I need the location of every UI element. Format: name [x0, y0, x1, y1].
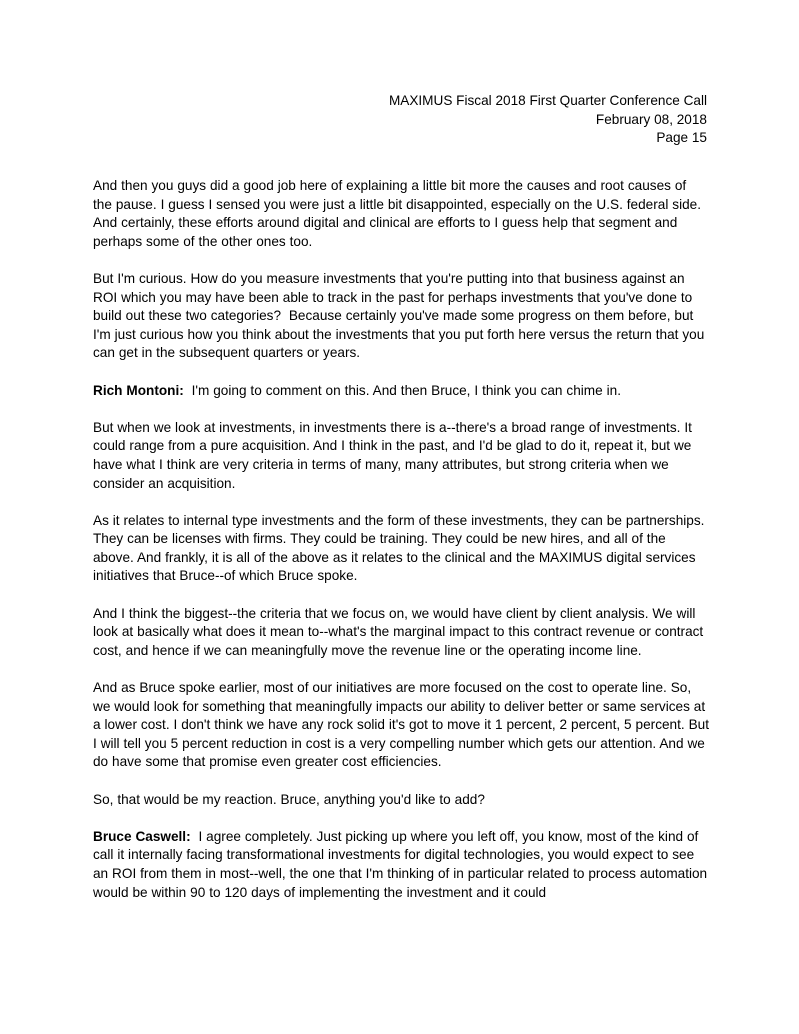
transcript-speaker-paragraph [93, 382, 709, 401]
speaker-name: Rich Montoni: [93, 382, 184, 398]
paragraph-text: But I'm curious. How do you measure investments that you're putting into that business against an ROI which you may have been able to track in the past for perhaps investments that you've done to build out these two categories? Because certainly you've made some progress on them before, but I'm just curious how you think about the investments that you put forth here versus the return that you can get in the subsequent quarters or years. [93, 270, 709, 361]
header-date-line: February 08, 2018 [595, 111, 707, 127]
paragraph-text: And I think the biggest--the criteria that we focus on, we would have client by client analysis. We will look at basically what does it mean to--what's the marginal impact to this contract revenue or contract cost, and hence if we can meaningfully move the revenue line or the operating income line. [93, 605, 708, 658]
header-title-line: MAXIMUS Fiscal 2018 First Quarter Conference Call [388, 93, 707, 108]
paragraph-text: And then you guys did a good job here of explaining a little bit more the causes and root causes of the pause. I guess I sensed you were just a little bit disappointed, especially on the U.S. federal side. And certainly, these efforts around digital and clinical are efforts to I guess help that segment and perhaps some of the other ones too. [93, 178, 705, 249]
transcript-paragraph [93, 791, 709, 810]
paragraph-text: I agree completely. Just picking up where you left off, you know, most of the kind of call it internally facing transformational investments for digital technologies, you would expect to see an ROI from them in most--well, the one that I'm thinking of in particular related to process automation would be within 90 to 120 days of implementing the investment and it could [93, 828, 712, 900]
transcript-paragraph [93, 419, 709, 493]
transcript-speaker-paragraph [93, 828, 712, 902]
paragraph-text: But when we look at investments, in investments there is a--there's a broad range of investments. It could range from a pure acquisition. And I think in the past, and I'd be glad to do it, repeat it, but we have what I think are very criteria in terms of many, many attributes, but strong criteria when we consider an acquisition. [93, 419, 696, 491]
page-header [93, 92, 707, 148]
paragraph-text: As it relates to internal type investments and the form of these investments, they can be partnerships. They can be licenses with firms. They could be training. They could be new hires, and all of the above. And frankly, it is all of the above as it relates to the clinical and the MAXIMUS digital services initiatives that Bruce--of which Bruce spoke. [93, 512, 709, 584]
transcript-paragraph [93, 270, 709, 363]
paragraph-text: I'm going to comment on this. And then Bruce, I think you can chime in. [183, 382, 621, 398]
paragraph-text: So, that would be my reaction. Bruce, anything you'd like to add? [93, 791, 485, 807]
header-page-number: Page 15 [656, 130, 707, 145]
paragraph-text: And as Bruce spoke earlier, most of our initiatives are more focused on the cost to operate line. So, we would look for something that meaningfully impacts our ability to deliver better or same services at a lower cost. I don't think we have any rock solid it's got to move it 1 percent, 2 percent, 5 percent. But I will tell you 5 percent reduction in cost is a very compelling number which gets our attention. And we do have some that promise even greater cost efficiencies. [93, 680, 713, 770]
transcript-body [93, 177, 713, 902]
transcript-paragraph [93, 512, 709, 586]
transcript-paragraph [93, 679, 713, 772]
speaker-name: Bruce Caswell: [93, 828, 191, 844]
transcript-paragraph [93, 177, 709, 251]
transcript-paragraph [93, 605, 709, 661]
